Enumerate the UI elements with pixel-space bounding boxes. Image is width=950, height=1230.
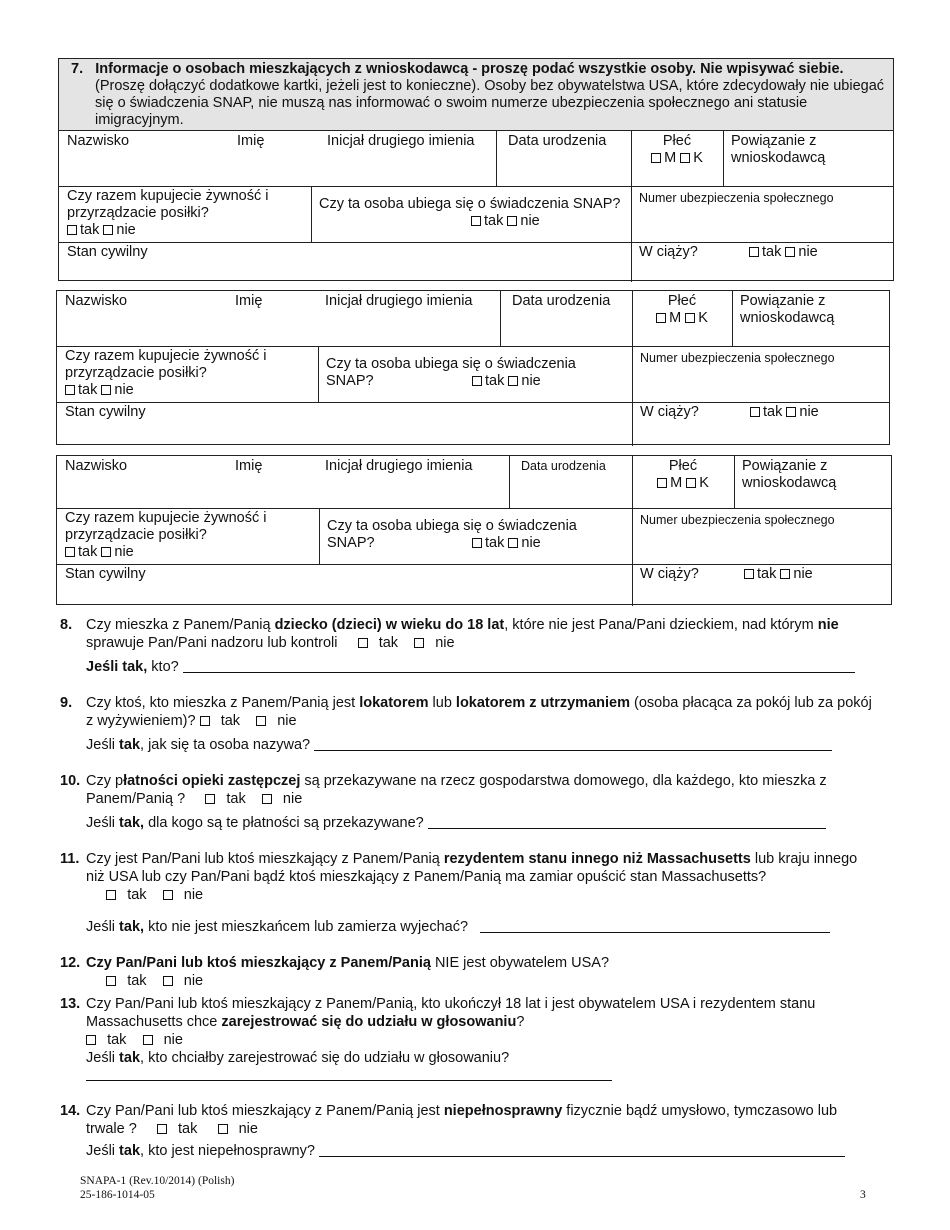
question-14: Czy Pan/Pani lub ktoś mieszkający z Panem/Panią jest niepełnosprawny fizycznie bądź umysłowo, tymczasowo lub trwale ? tak nie — [86, 1103, 838, 1137]
pregnant-no-checkbox-2[interactable] — [786, 407, 796, 417]
section-title: Informacje o osobach mieszkających z wnioskodawcą - proszę podać wszystkie osoby. Nie wpisywać siebie. — [95, 61, 844, 77]
middle-initial-label[interactable]: Inicjał drugiego imienia — [327, 133, 475, 149]
q10-answer-line[interactable] — [428, 814, 826, 829]
q9-follow: Jeśli tak, jak się ta osoba nazywa? — [86, 736, 876, 754]
ssn-label[interactable]: Numer ubezpieczenia społecznego — [640, 513, 835, 527]
question-9: Czy ktoś, kto mieszka z Panem/Panią jest lokatorem lub lokatorem z utrzymaniem (osoba płacąca za pokój lub za pokój z wyżywieniem)? tak nie — [86, 695, 872, 729]
buy-cook-label: Czy razem kupujecie żywność i przyrządzacie posiłki? — [65, 510, 267, 543]
buy-cook-label: Czy razem kupujecie żywność i przyrządzacie posiłki? — [65, 348, 267, 381]
q8-answer-line[interactable] — [183, 658, 855, 673]
question-11: Czy jest Pan/Pani lub ktoś mieszkający z Panem/Panią rezydentem stanu innego niż Massachusetts lub kraju innego niż USA lub czy Pan/Pani bądź ktoś mieszkający z Panem/Panią ma zamiar opuścić stan Massachusetts? tak nie — [86, 851, 858, 903]
buy-cook-field: Czy razem kupujecie żywność i przyrządzacie posiłki? tak nie — [67, 188, 269, 238]
sex-label: Płeć — [668, 458, 698, 474]
q8-number: 8. — [60, 617, 73, 633]
first-name-label[interactable]: Imię — [235, 293, 263, 309]
q11-follow: Jeśli tak, kto nie jest mieszkańcem lub zamierza wyjechać? — [86, 918, 876, 936]
snap-no-checkbox-1[interactable] — [507, 216, 517, 226]
snap-no-checkbox-2[interactable] — [508, 376, 518, 386]
q12-yes-checkbox[interactable] — [106, 976, 116, 986]
q14-yes-checkbox[interactable] — [157, 1124, 167, 1134]
pregnant-no-checkbox-3[interactable] — [780, 569, 790, 579]
pregnant-field: W ciąży? tak nie — [639, 244, 818, 260]
snap-yes-checkbox-2[interactable] — [472, 376, 482, 386]
q14-number: 14. — [60, 1103, 81, 1119]
surname-label[interactable]: Nazwisko — [65, 293, 128, 309]
dob-label[interactable]: Data urodzenia — [512, 293, 611, 309]
ssn-label[interactable]: Numer ubezpieczenia społecznego — [640, 351, 835, 365]
buy-cook-field: Czy razem kupujecie żywność i przyrządzacie posiłki? tak nie — [65, 348, 267, 398]
dob-label[interactable]: Data urodzenia — [521, 459, 606, 473]
buy-cook-yes-checkbox-2[interactable] — [65, 385, 75, 395]
pregnant-field: W ciąży? tak nie — [640, 404, 819, 420]
person-block-1 — [58, 130, 894, 281]
q10-no-checkbox[interactable] — [262, 794, 272, 804]
person-block-3 — [56, 455, 892, 605]
sex-k-checkbox-2[interactable] — [685, 313, 695, 323]
dob-label[interactable]: Data urodzenia — [508, 133, 607, 149]
q12-no-checkbox[interactable] — [163, 976, 173, 986]
snap-field: Czy ta osoba ubiega się o świadczenia SNAP? tak nie — [327, 518, 577, 551]
buy-cook-yes-checkbox-3[interactable] — [65, 547, 75, 557]
sex-k-checkbox-1[interactable] — [680, 153, 690, 163]
snap-label: Czy ta osoba ubiega się o świadczenia SNAP? — [327, 518, 577, 551]
section-number: 7. — [71, 61, 84, 77]
footer-code: 25-186-1014-05 — [80, 1189, 155, 1201]
first-name-label[interactable]: Imię — [237, 133, 265, 149]
marital-status-label[interactable]: Stan cywilny — [65, 404, 146, 420]
q14-answer-line[interactable] — [319, 1142, 845, 1157]
q11-answer-line[interactable] — [480, 918, 830, 933]
q11-number: 11. — [60, 851, 80, 867]
section-7-header — [58, 58, 894, 130]
pregnant-yes-checkbox-1[interactable] — [749, 247, 759, 257]
question-12: Czy Pan/Pani lub ktoś mieszkający z Panem/Panią NIE jest obywatelem USA? tak nie — [86, 955, 610, 989]
marital-status-label[interactable]: Stan cywilny — [65, 566, 146, 582]
sex-m-checkbox-3[interactable] — [657, 478, 667, 488]
surname-label[interactable]: Nazwisko — [65, 458, 128, 474]
sex-m-checkbox-1[interactable] — [651, 153, 661, 163]
sex-m-checkbox-2[interactable] — [656, 313, 666, 323]
q12-number: 12. — [60, 955, 81, 971]
pregnant-no-checkbox-1[interactable] — [785, 247, 795, 257]
q10-yes-checkbox[interactable] — [205, 794, 215, 804]
buy-cook-field: Czy razem kupujecie żywność i przyrządzacie posiłki? tak nie — [65, 510, 267, 560]
question-13: Czy Pan/Pani lub ktoś mieszkający z Panem/Panią, kto ukończył 18 lat i jest obywatelem USA i rezydentem stanu Massachusetts chce zarejestrować się do udziału w głosowaniu? tak nie Jeśli tak, kto chciałby zarejestrować się do udziału w głosowaniu? — [86, 996, 816, 1066]
buy-cook-label: Czy razem kupujecie żywność i przyrządzacie posiłki? — [67, 188, 269, 221]
pregnant-label: W ciąży? — [639, 244, 698, 260]
buy-cook-no-checkbox-2[interactable] — [101, 385, 111, 395]
buy-cook-yes-checkbox-1[interactable] — [67, 225, 77, 235]
relationship-label[interactable]: Powiązanie z wnioskodawcą — [740, 293, 835, 326]
sex-field: Płeć M K — [631, 131, 723, 169]
sex-label: Płeć — [662, 133, 692, 149]
ssn-label[interactable]: Numer ubezpieczenia społecznego — [639, 191, 834, 205]
snap-label: Czy ta osoba ubiega się o świadczenia SNAP? — [326, 356, 576, 389]
q14-follow: Jeśli tak, kto jest niepełnosprawny? — [86, 1142, 876, 1160]
snap-field: Czy ta osoba ubiega się o świadczenia SNAP? tak nie — [319, 196, 621, 229]
snap-field: Czy ta osoba ubiega się o świadczenia SNAP? tak nie — [326, 356, 576, 389]
footer-form-id: SNAPA-1 (Rev.10/2014) (Polish) — [80, 1175, 235, 1187]
pregnant-yes-checkbox-2[interactable] — [750, 407, 760, 417]
q8-no-checkbox[interactable] — [414, 638, 424, 648]
question-10: Czy płatności opieki zastępczej są przekazywane na rzecz gospodarstwa domowego, dla każdego, kto mieszka z Panem/Panią ? tak nie — [86, 773, 827, 807]
q9-number: 9. — [60, 695, 73, 711]
q14-no-checkbox[interactable] — [218, 1124, 228, 1134]
middle-initial-label[interactable]: Inicjał drugiego imienia — [325, 293, 473, 309]
q13-no-checkbox[interactable] — [143, 1035, 153, 1045]
relationship-label[interactable]: Powiązanie z wnioskodawcą — [731, 133, 826, 166]
q13-answer-line[interactable] — [86, 1068, 612, 1081]
pregnant-field: W ciąży? tak nie — [640, 566, 813, 582]
q13-number: 13. — [60, 996, 81, 1012]
section-instructions: (Proszę dołączyć dodatkowe kartki, jeżeli jest to konieczne). Osoby bez obywatelstwa USA, które zdecydowały nie ubiegać się o świadczenia SNAP, nie muszą nas informować o swoim numerze ubezpieczenia społecznego ani statusie imigracyjnym. — [95, 78, 885, 128]
q9-yes-checkbox[interactable] — [200, 716, 210, 726]
q9-answer-line[interactable] — [314, 736, 832, 751]
sex-k-checkbox-3[interactable] — [686, 478, 696, 488]
buy-cook-no-checkbox-3[interactable] — [101, 547, 111, 557]
sex-label: Płeć — [667, 293, 697, 309]
snap-yes-checkbox-3[interactable] — [472, 538, 482, 548]
q9-no-checkbox[interactable] — [256, 716, 266, 726]
marital-status-label[interactable]: Stan cywilny — [67, 244, 148, 260]
q11-no-checkbox[interactable] — [163, 890, 173, 900]
first-name-label[interactable]: Imię — [235, 458, 263, 474]
q8-follow: Jeśli tak, kto? — [86, 658, 876, 676]
q13-yes-checkbox[interactable] — [86, 1035, 96, 1045]
surname-label[interactable]: Nazwisko — [67, 133, 130, 149]
snap-label: Czy ta osoba ubiega się o świadczenia SNAP? — [319, 196, 621, 212]
pregnant-label: W ciąży? — [640, 404, 699, 420]
sex-field: Płeć M K — [632, 291, 732, 329]
person-block-2 — [56, 290, 890, 445]
snap-no-checkbox-3[interactable] — [508, 538, 518, 548]
q10-number: 10. — [60, 773, 81, 789]
middle-initial-label[interactable]: Inicjał drugiego imienia — [325, 458, 473, 474]
q8-yes-checkbox[interactable] — [358, 638, 368, 648]
page-number: 3 — [860, 1189, 866, 1201]
q11-yes-checkbox[interactable] — [106, 890, 116, 900]
buy-cook-no-checkbox-1[interactable] — [103, 225, 113, 235]
pregnant-yes-checkbox-3[interactable] — [744, 569, 754, 579]
sex-field: Płeć M K — [632, 456, 734, 494]
relationship-label[interactable]: Powiązanie z wnioskodawcą — [742, 458, 837, 491]
pregnant-label: W ciąży? — [640, 566, 699, 582]
q10-follow: Jeśli tak, dla kogo są te płatności są przekazywane? — [86, 814, 876, 832]
snap-yes-checkbox-1[interactable] — [471, 216, 481, 226]
question-8: Czy mieszka z Panem/Panią dziecko (dzieci) w wieku do 18 lat, które nie jest Pana/Pani dzieckiem, nad którym nie sprawuje Pan/Pani nadzoru lub kontroli tak nie — [86, 617, 839, 651]
